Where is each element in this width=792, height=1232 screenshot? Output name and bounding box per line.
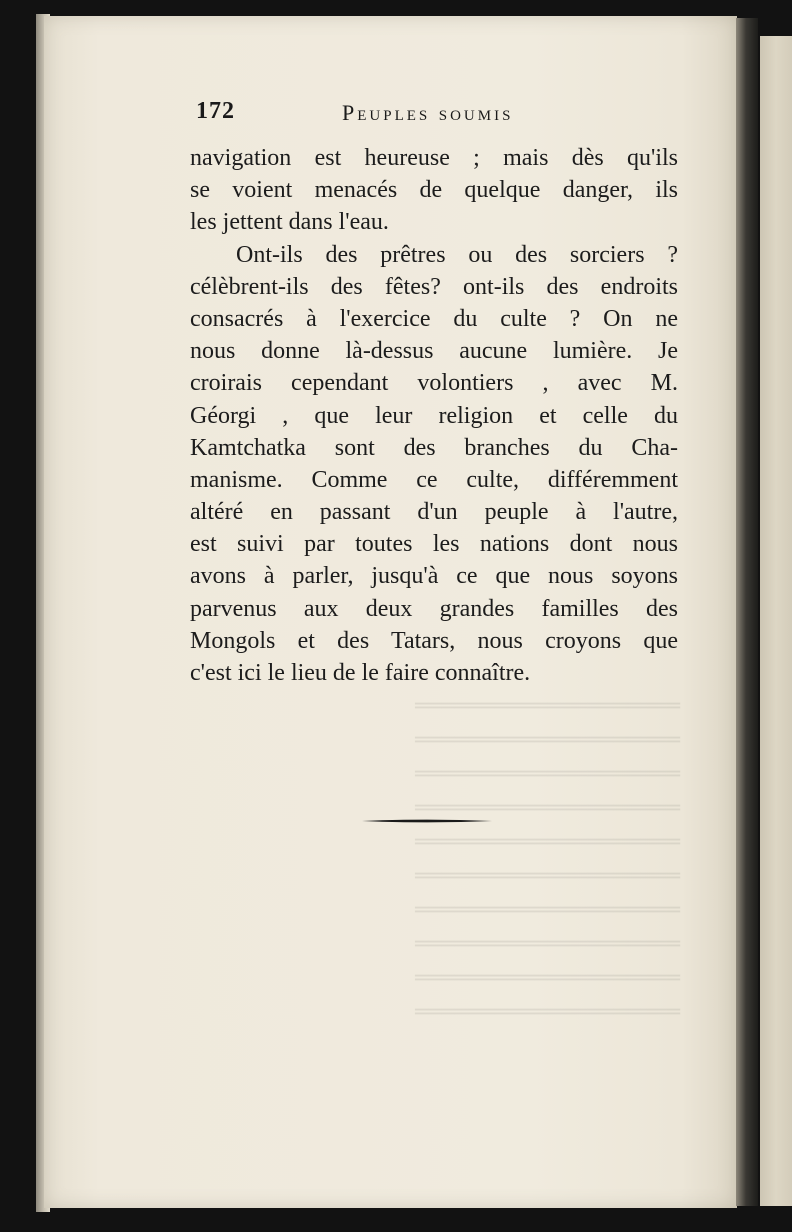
text-line: navigation est heureuse ; mais dès qu'ils [190,145,678,171]
text-line: se voient menacés de quelque danger, ils [190,177,678,204]
text-line: parvenus aux deux grandes familles des [190,595,678,622]
text-line: Mongols et des Tatars, nous croyons que [190,627,678,654]
text-line: Ont-ils des prêtres ou des sorciers ? [236,241,678,268]
text-line: Géorgi , que leur religion et celle du [190,402,678,429]
end-ornament-rule [362,818,492,824]
book-gutter [736,18,758,1206]
facing-page-edge [760,36,792,1206]
text-line: consacrés à l'exercice du culte ? On ne [190,305,678,332]
running-head: Peuples soumis [342,100,514,125]
text-line: Kamtchatka sont des branches du Cha- [190,434,678,461]
text-line: c'est ici le lieu de le faire connaître. [190,660,531,686]
text-line: avons à parler, jusqu'à ce que nous soyons [190,563,678,590]
text-line: les jettent dans l'eau. [190,209,389,236]
text-line: manisme. Comme ce culte, différemment [190,466,678,493]
paragraph [190,142,678,239]
text-line: nous donne là-dessus aucune lumière. Je [190,338,678,365]
page-number: 172 [196,98,235,124]
text-line: altéré en passant d'un peuple à l'autre, [190,499,678,526]
text-line: croirais cependant volontiers , avec M. [190,370,678,397]
text-line: est suivi par toutes les nations dont nous [190,531,678,558]
page-header [196,98,676,132]
text-line: célèbrent-ils des fêtes? ont-ils des endroits [190,273,678,300]
paragraph [190,239,678,690]
body-text [190,142,678,689]
